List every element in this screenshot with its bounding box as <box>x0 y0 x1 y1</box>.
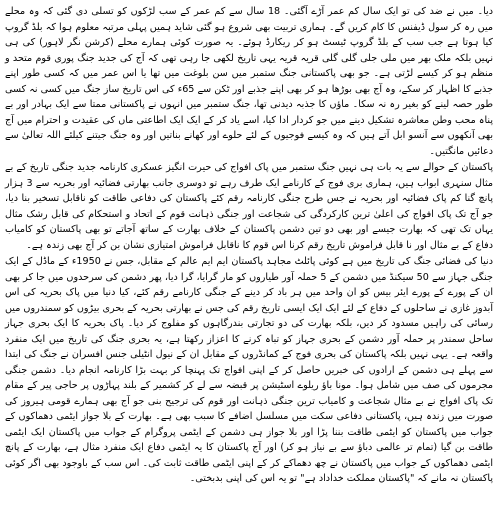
article-paragraph-2: پاکستان کے حوالے سے یہ بات ہی نہیں جنگ ستمبر میں پاک افواج کی حیرت انگیز عسکری کارنامہ جدید جنگی تاریخ کے بے مثال سنہری ابواب ہیں، ہماری بری فوج کے کارنامے ایک طرف رہے تو دوسری جانب بھارتی فضائیہ اور بحریہ سے 3 ہزار پانچ گنا کم پاک فضائیہ اور بحریہ نے جس طرح جنگی کارنامہ رقم کئے پاکستان کی دفاعی طاقت کو ناقابل تسخیر بنا دیا، جو آج تک پاک افواج کی اعلیٰ ترین کارکردگی کی شجاعت اور جنگی ذہانت قوم کے اتحاد و استحکام کی قابل رشک مثال یہاں تک تھی کہ بھارت جیسے اور بھی دو تین دشمن پاکستان کے خلاف بھارت کے ساتھ آجاتے تو بھی پاکستان کو کامیاب دفاع کے بے مثال اور نا قابل فراموش تاریخ رقم کرنا اس قوم کا ناقابل فراموش امتیازی نشان بن کر آج بھی زندہ ہے۔ <box>5 162 493 251</box>
article-paragraph-1: دیا۔ میں نے ضد کی تو ایک سال کم عمر آڑے آگئی۔ 18 سال سے کم عمر کے سب لڑکوں کو تسلی دی گئی کہ وہ محلے میں رہ کر سول ڈیفنس کا کام کریں گے۔ ہماری تربیت بھی شروع ہو گئی شاید ہمیں پہلی مرتبہ معلوم ہوا کہ بلڈ گروپ کیا ہوتا ہے جب سب کے بلڈ گروپ ٹیسٹ ہو کر ریکارڈ ہوئے۔ یہ صورت کوئی ہمارے محلے (کرشن نگر لاہور) کی ہی نہیں بلکہ ملک بھر میں ملی جلی گلی گلی قریہ قریہ یہی تاریخ لکھی جا رہی تھی کہ آج کی جدید جنگ پوری قوم متحد و منظم ہو کر کیسے لڑتی ہے۔ جو بھی پاکستانی جنگ ستمبر میں سن بلوغت میں تھا یا اس عمر میں کہ کسی طور اپنے جذبے کا اظہار کر سکے، وہ آج بھی بوڑھا ہو کر بھی اپنے جذبے اور ٹکن سے 65ء کی اس تاریخ ساز جنگ میں کسی نہ کسی طور حصہ لینے کو بغیر رہ نہ سکا۔ ماؤں کا جذبہ دیدنی تھا، جنگ ستمبر میں انہوں نے پاکستانی ممتا سے ایک بہادر اور بے پناہ محب وطن معاشرہ تشکیل دینے میں جو کردار ادا کیا، اسے یاد کر کے ایک ایک اطاعتی ماں کی عقیدت و احترام میں آج بھی آنکھوں سے آنسو ابل آتے ہیں کہ وہ کیسے فوجیوں کے لئے حلوے اور کھانے بناتیں اور وہ جنگ جیتنے کیلئے اللہ تعالیٰ سے دعائیں مانگتیں۔ <box>5 6 493 157</box>
article-paragraph-3: دنیا کی فضائی جنگ کی تاریخ میں ہے کوئی پائلٹ مجاہد پاکستان ایم ایم عالم کے مقابل، جس نے 1950ء کے ماڈل کے ایک جنگی جہاز سے 50 سیکنڈ میں دشمن کے 5 حملہ آور طیاروں کو مار گرایا، گرا دیا، پھر دشمن کی سرحدوں میں جا کر بھی ان کے پورے کے پورے ایئر بیس کو ان واحد میں ہر باد کر دینے کے جنگی کارنامے رقم کئے، کیا دنیا میں پاک بحریہ کی اس آبدوز غازی نے ساحلوں کے دفاع کے لئے ایک ایک ایسی تاریخ رقم کی جس نے بھارتی بحریہ کے بحری بیڑوں کو سمندروں میں رسائی کی راہیں مسدود کر دیں، بلکہ بھارت کی دو تجارتی بندرگاہوں کو مفلوج کر دیا۔ پاک بحریہ کا ایک بحری جہاز ساحل سمندر پر حملہ آور دشمن کے بحری جہاز کو تباہ کرنے کا اعزاز رکھتا ہے، یہ بحری جنگ کی تاریخ میں ایک منفرد واقعہ ہے۔ یہی نہیں بلکہ پاکستان کی بحری فوج کے کمانڈروں کے مقابل ان کے نیول انٹیلی جنس افسران نے جنگ کی ابتدا سے پہلے ہی دشمن کے ارادوں کی خبریں حاصل کر کے اپنی افواج تک پہنچا کر بہت بڑا کارنامہ انجام دیا۔ دشمن جنگی مجرموں کی صف میں شامل ہوا۔ مونا باؤ ریلوے اسٹیشن پر قبضہ سے لے کر کشمیر کے بلند پہاڑوں پر حاجی پیر کے مقام تک پاک افواج نے بے مثال شجاعت و کامیاب ترین جنگی ذہانت اور قوم کی ترجیح بنی جو آج بھی ہمارے قومی ہیروز کی صورت میں زندہ ہیں، پاکستانی دفاعی سکت میں مسلسل اضافے کا سبب بھی ہے۔ بھارت کے بلا جواز ایٹمی دھماکوں کے جواب میں پاکستان کو ایٹمی طاقت بننا پڑا اور بلا جواز ہی دشمن کے ایٹمی پروگرام کے جواب میں پاکستان ایک ایٹمی طاقت بن گیا (تمام تر عالمی دباؤ سے بے نیاز ہو کر) اور آج پاکستان کا یہ ایٹمی دفاع ایک منفرد مثال ہے، بھارت کے پانچ ایٹمی دھماکوں کے جواب میں پاکستان نے چھ دھماکے کر کے اپنی ایٹمی طاقت ثابت کی۔ اس سب کے باوجود بھی اگر کوئی پاکستان نہ مانے کہ "پاکستان مملکت خداداد ہے" تو یہ اس کی اپنی بدبختی۔ <box>5 256 493 484</box>
